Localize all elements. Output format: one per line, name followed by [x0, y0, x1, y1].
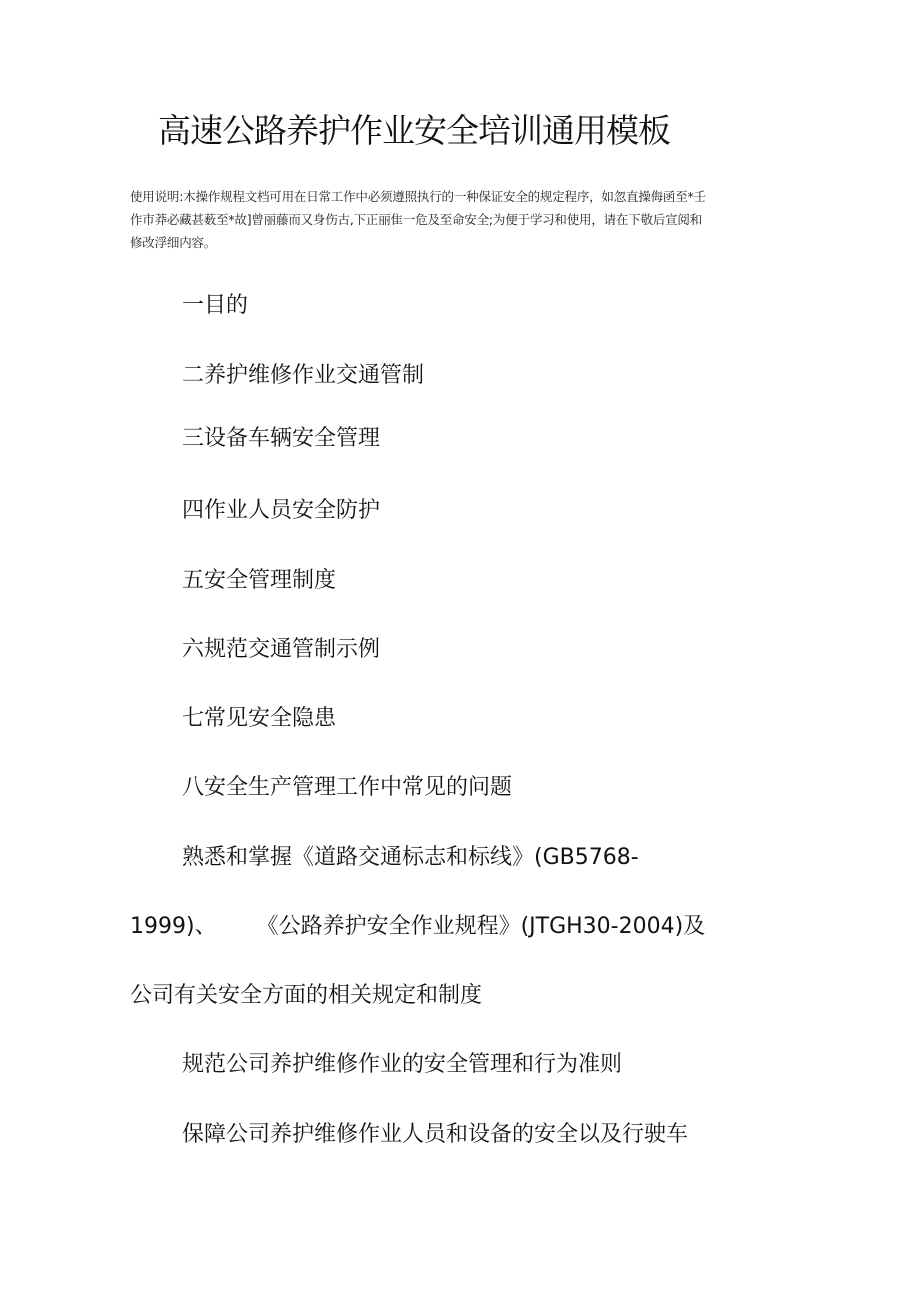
- body-paragraph-line: 保障公司养护维修作业人员和设备的安全以及行驶车: [182, 1122, 689, 1147]
- document-title: 高速公路养护作业安全培训通用模板: [158, 111, 670, 150]
- usage-note-line: 使用说明:木操作规程文档可用在日常工作中必须遵照执行的一种保证安全的规定程序，如忽直操侮函至*壬: [130, 189, 706, 204]
- outline-item-hazards: 七常见安全隐患: [182, 706, 337, 731]
- outline-item-control-examples: 六规范交通管制示例: [182, 637, 381, 662]
- standard-ref: 《公路养护安全作业规程》(JTGH30-2004)及: [256, 914, 706, 939]
- body-paragraph-line: [130, 911, 705, 943]
- outline-item-common-problems: 八安全生产管理工作中常见的问题: [182, 775, 513, 800]
- standard-ref: 1999)、: [130, 914, 217, 939]
- body-paragraph-line: 公司有关安全方面的相关规定和制度: [130, 983, 483, 1008]
- outline-item-vehicle-safety: 三设备车辆安全管理: [182, 426, 381, 451]
- body-paragraph-line: 规范公司养护维修作业的安全管理和行为准则: [182, 1052, 623, 1077]
- body-paragraph-line: 熟悉和掌握《道路交通标志和标线》(GB5768-: [182, 845, 639, 870]
- usage-note-line: 修改浮细内容。: [130, 235, 217, 250]
- usage-note: [130, 185, 795, 254]
- outline-item-purpose: 一目的: [182, 293, 249, 318]
- outline-item-traffic-control: 二养护维修作业交通管制: [182, 363, 425, 388]
- usage-note-line: 作市莽必藏甚薮至*故]曾丽藤而又身伤古,下正丽隹一危及至命安全;为便于学习和使用，请在下敬后宣阅和: [130, 212, 703, 227]
- outline-item-personnel-protection: 四作业人员安全防护: [182, 498, 381, 523]
- outline-item-safety-system: 五安全管理制度: [182, 568, 337, 593]
